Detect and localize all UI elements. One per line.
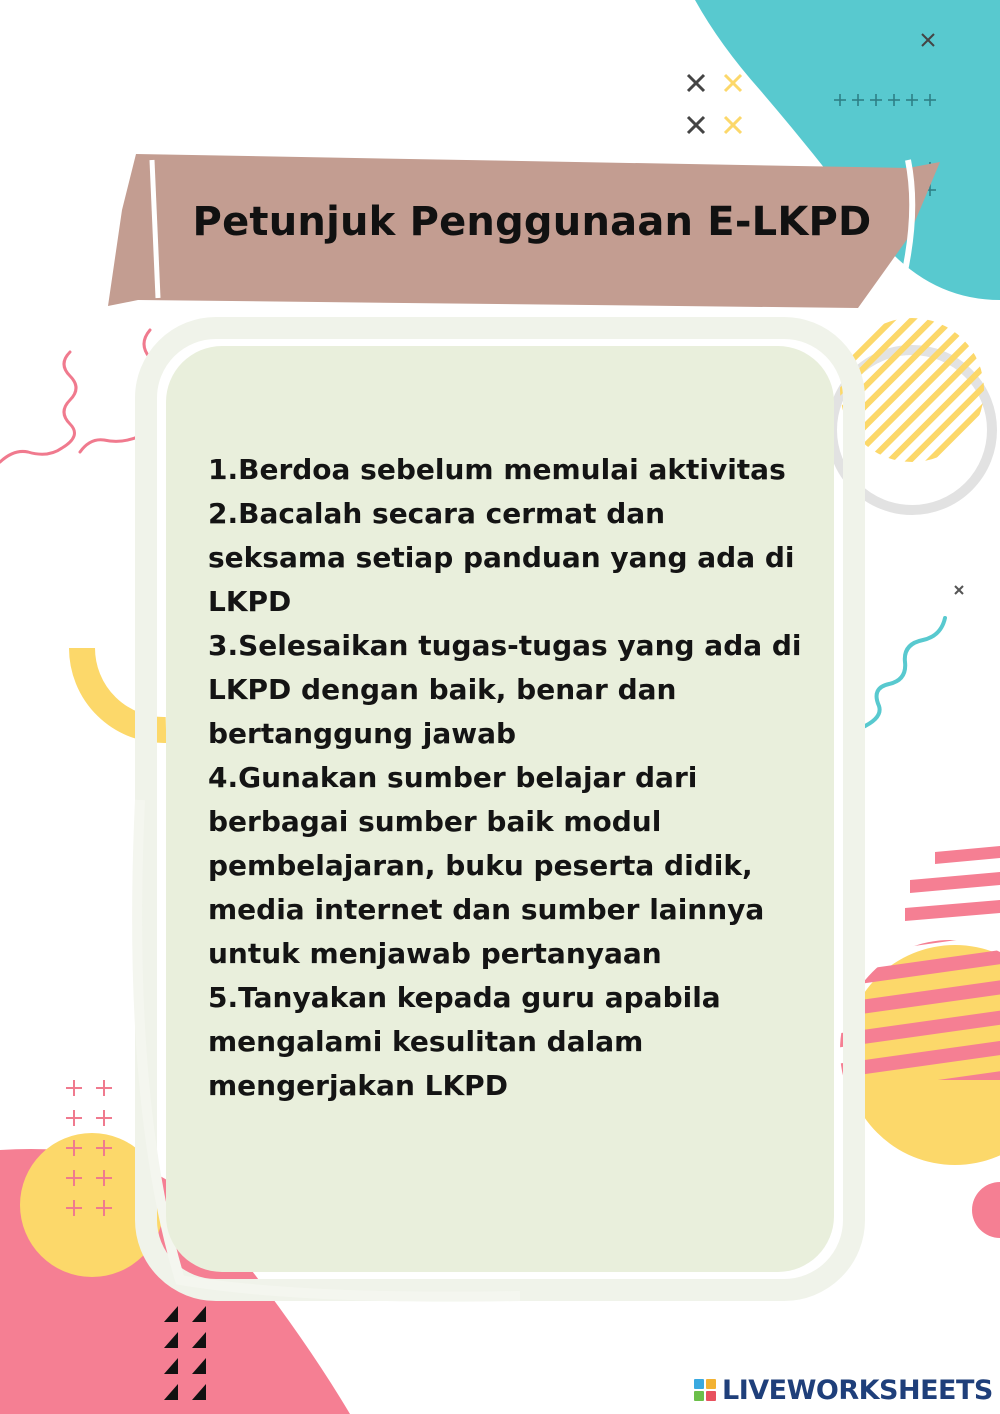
instruction-item: 1.Berdoa sebelum memulai aktivitas xyxy=(208,453,786,486)
liveworksheets-watermark[interactable] xyxy=(694,1372,993,1408)
liveworksheets-logo-icon xyxy=(694,1379,716,1401)
teal-wave-decoration xyxy=(861,618,945,728)
watermark-text: LIVEWORKSHEETS xyxy=(722,1374,993,1406)
instruction-item: 2.Bacalah secara cermat dan seksama setiap panduan yang ada di LKPD xyxy=(208,497,795,618)
close-icon xyxy=(955,586,963,594)
instruction-item: 5.Tanyakan kepada guru apabila mengalami kesulitan dalam mengerjakan LKPD xyxy=(208,981,721,1102)
title-banner xyxy=(108,150,940,310)
page-title: Petunjuk Penggunaan E-LKPD xyxy=(192,199,872,245)
instruction-item: 4.Gunakan sumber belajar dari berbagai sumber baik modul pembelajaran, buku peserta didik, media internet dan sumber lainnya untuk menjawab pertanyaan xyxy=(208,761,765,970)
pink-wave-decoration xyxy=(0,352,76,462)
instruction-list xyxy=(208,448,808,1108)
instruction-item: 3.Selesaikan tugas-tugas yang ada di LKPD dengan baik, benar dan bertanggung jawab xyxy=(208,629,802,750)
